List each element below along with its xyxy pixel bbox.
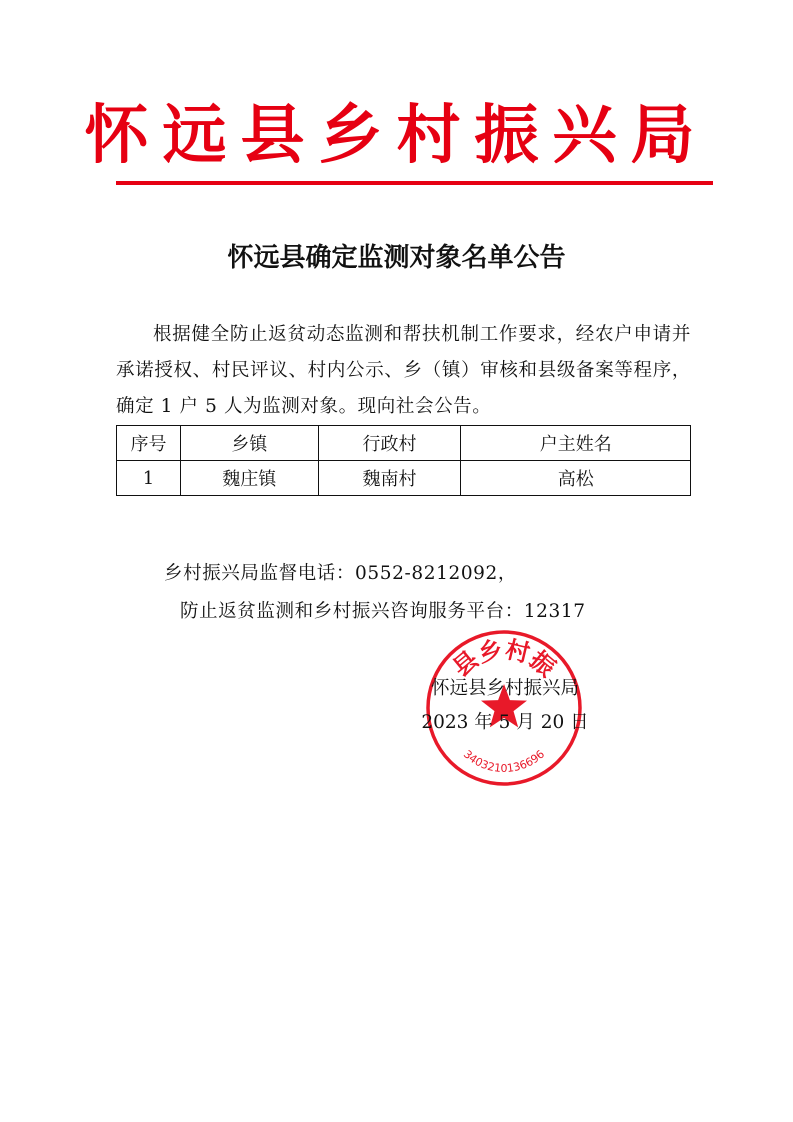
header-township: 乡镇 xyxy=(180,426,318,461)
seal-code: 3403210136696 xyxy=(460,747,548,775)
signature-block xyxy=(400,672,610,740)
signature-date: 2023 年 5 月 20 日 xyxy=(421,712,589,733)
header-householder: 户主姓名 xyxy=(461,426,691,461)
cell-householder: 高松 xyxy=(461,461,691,496)
notice-body: 根据健全防止返贫动态监测和帮扶机制工作要求，经农户申请并承诺授权、村民评议、村内公示、乡（镇）审核和县级备案等程序，确定 1 户 5 人为监测对象。现向社会公告。 xyxy=(116,324,691,417)
table-header-row xyxy=(117,426,691,461)
header-index: 序号 xyxy=(117,426,181,461)
cell-index: 1 xyxy=(117,461,181,496)
table-row xyxy=(117,461,691,496)
supervision-phone: 乡村振兴局监督电话：0552-8212092， xyxy=(164,563,518,584)
agency-masthead: 怀远县乡村振兴局 xyxy=(84,99,709,173)
header-village: 行政村 xyxy=(318,426,461,461)
cell-township: 魏庄镇 xyxy=(180,461,318,496)
cell-village: 魏南村 xyxy=(318,461,461,496)
consult-platform: 防止返贫监测和乡村振兴咨询服务平台：12317 xyxy=(180,601,586,622)
notice-title: 怀远县确定监测对象名单公告 xyxy=(227,243,566,273)
monitoring-list-table xyxy=(116,425,691,496)
masthead-divider xyxy=(116,181,713,185)
seal-text: 县乡村振 xyxy=(446,634,562,683)
signature-issuer: 怀远县乡村振兴局 xyxy=(430,678,579,699)
